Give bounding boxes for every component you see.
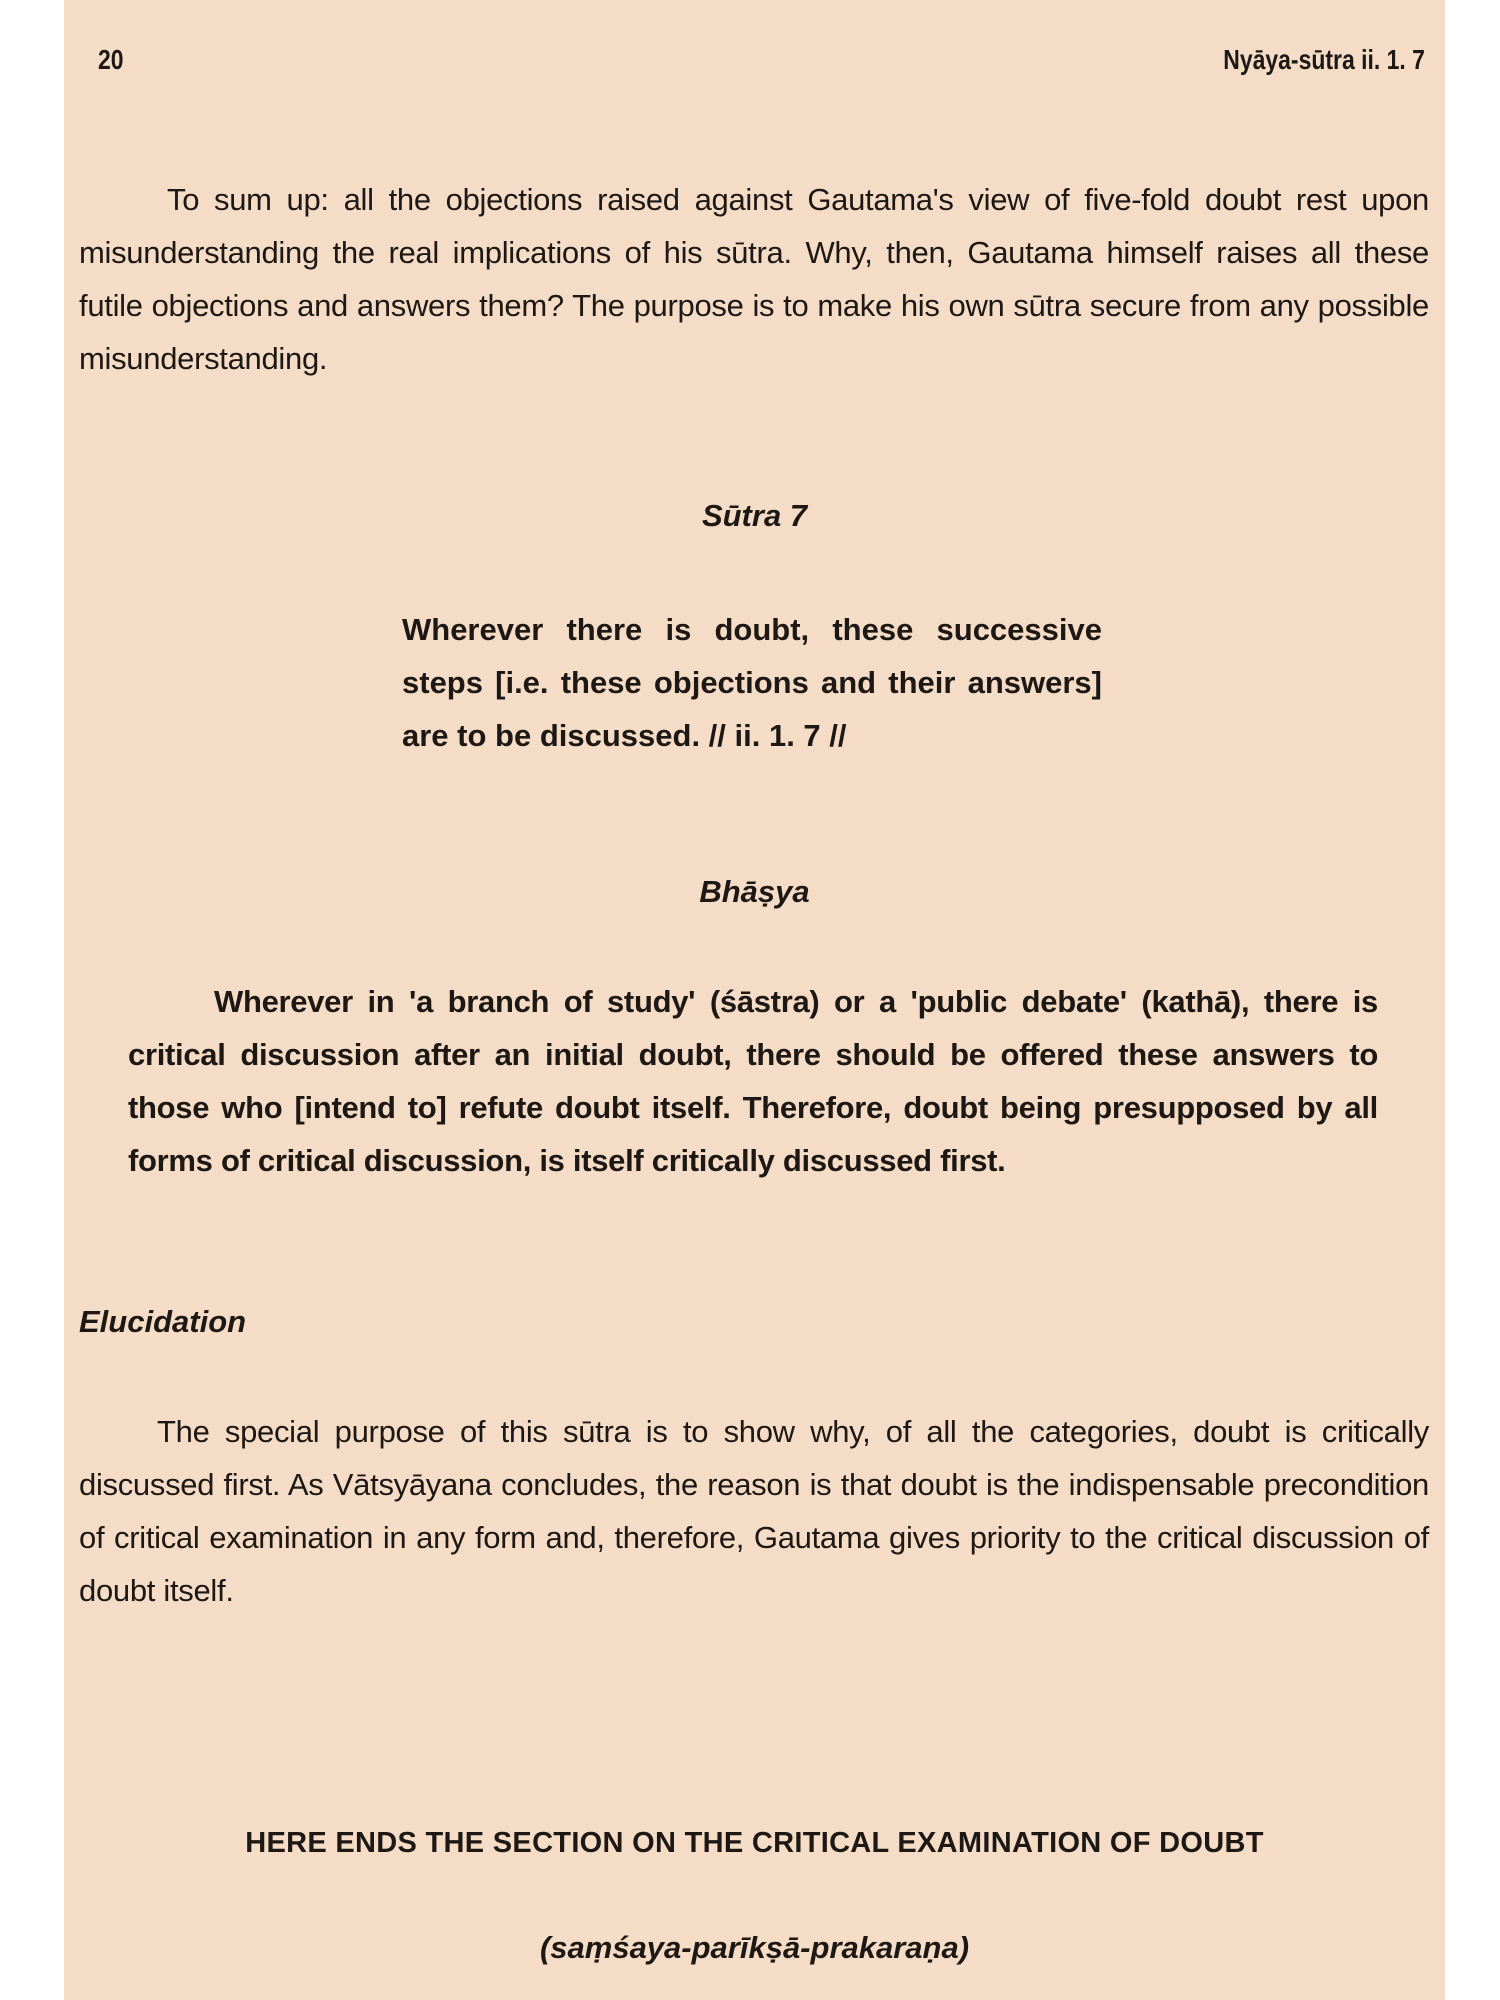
summary-paragraph: To sum up: all the objections raised against Gautama's view of five-fold doubt rest upon misunderstanding the real implications of his sūtra. Why, then, Gautama himself raises all these futile objections and answers them? The purpose is to make his own sūtra secure from any possible misunderstanding. [79, 182, 1429, 376]
elucidation-heading: Elucidation [79, 1304, 247, 1339]
section-end-subtitle: (saṃśaya-parīkṣā-prakaraṇa) [539, 1930, 970, 1965]
running-header-reference: Nyāya-sūtra ii. 1. 7 [1223, 44, 1425, 75]
bhasya-paragraph: Wherever in 'a branch of study' (śāstra) or a 'public debate' (kathā), there is critical discussion after an initial doubt, there should be offered these answers to those who [intend to] refute doubt itself. Therefore, doubt being presupposed by all forms of critical discussion, is itself critically discussed first. [128, 984, 1378, 1178]
sutra-text: Wherever there is doubt, these successive steps [i.e. these objections and their answers] are to be discussed. // ii. 1. 7 // [402, 612, 1102, 753]
bhasya-heading: Bhāṣya [699, 874, 810, 909]
section-end-title: HERE ENDS THE SECTION ON THE CRITICAL EXAMINATION OF DOUBT [245, 1827, 1264, 1859]
sutra-heading: Sūtra 7 [701, 498, 808, 533]
elucidation-paragraph: The special purpose of this sūtra is to show why, of all the categories, doubt is critically discussed first. As Vātsyāyana concludes, the reason is that doubt is the indispensable precondition of critical examination in any form and, therefore, Gautama gives priority to the critical discussion of doubt itself. [79, 1414, 1429, 1608]
book-page [64, 0, 1445, 2000]
page-number: 20 [98, 44, 124, 75]
